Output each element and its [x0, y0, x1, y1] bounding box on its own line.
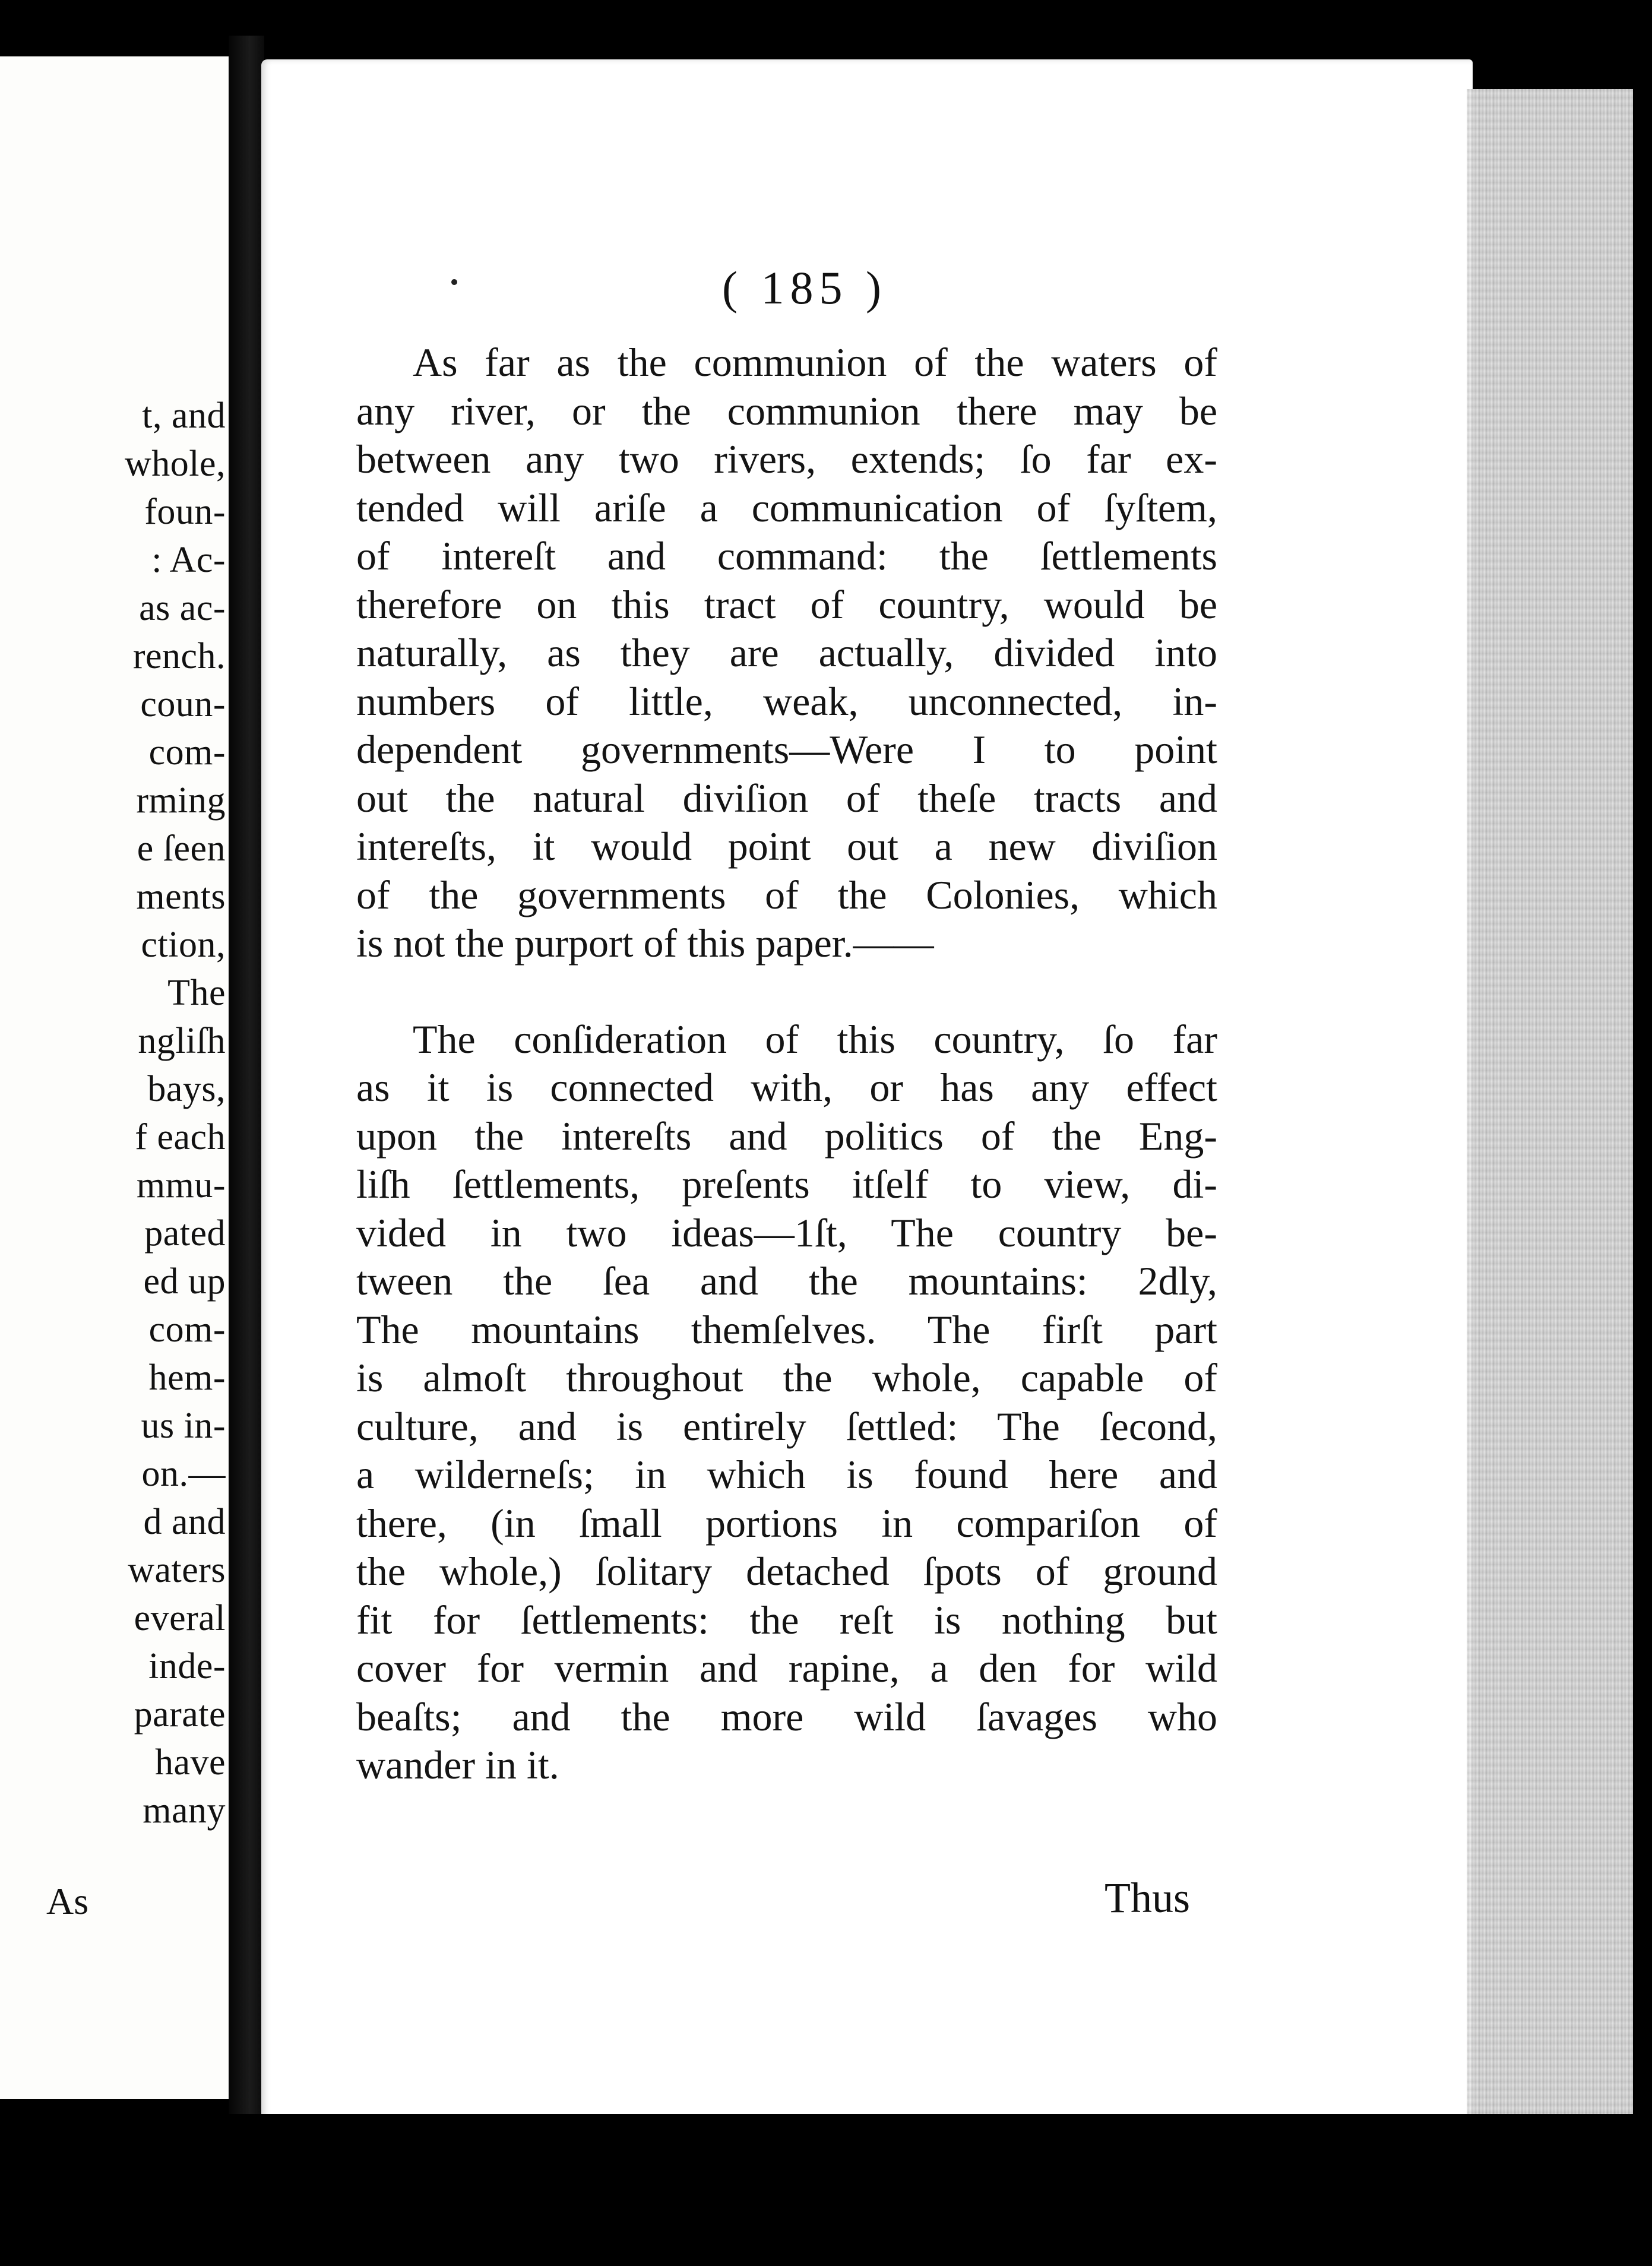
text-line: as it is connected with, or has any effect [356, 1065, 1217, 1110]
left-line: ed up [143, 1261, 226, 1302]
text-line: there, (in ſmall portions in compariſon of [356, 1500, 1217, 1546]
text-line: is almoſt throughout the whole, capable of [356, 1355, 1217, 1400]
left-line: f each [135, 1117, 226, 1157]
left-line: us in- [141, 1406, 226, 1446]
page-number: ( 185 ) [722, 262, 887, 314]
ink-dot [451, 279, 457, 285]
left-facing-page [0, 56, 232, 2099]
catchword: Thus [1105, 1874, 1190, 1922]
text-line: numbers of little, weak, unconnected, in- [356, 678, 1217, 724]
left-line: pated [144, 1213, 226, 1254]
text-line: wander in it. [356, 1742, 559, 1787]
left-page-catchword: As [46, 1880, 89, 1922]
left-line: everal [134, 1598, 226, 1638]
text-line: of the governments of the Colonies, which [356, 872, 1217, 917]
left-line: com- [148, 1309, 226, 1350]
left-line: e ſeen [137, 828, 226, 869]
left-line: coun- [140, 684, 226, 724]
text-line: the whole,) ſolitary detached ſpots of ground [356, 1549, 1217, 1594]
left-line: as ac- [139, 588, 226, 628]
text-line: between any two rivers, extends; ſo far ex- [356, 436, 1217, 482]
text-line: a wilderneſs; in which is found here and [356, 1452, 1217, 1497]
left-line: : Ac- [151, 540, 226, 580]
left-line: inde- [148, 1646, 226, 1686]
text-line: vided in two ideas—1ſt, The country be- [356, 1210, 1217, 1255]
left-line: waters [128, 1550, 226, 1590]
left-line: t, and [142, 395, 226, 436]
paragraph [356, 1015, 1217, 1790]
text-line: tween the ſea and the mountains: 2dly, [356, 1258, 1217, 1303]
left-line: many [143, 1790, 226, 1831]
left-line: mmu- [136, 1165, 226, 1205]
scan-background [0, 2114, 1652, 2266]
left-line: The [167, 973, 226, 1013]
left-line: ments [136, 876, 226, 917]
left-line: bays, [147, 1069, 226, 1109]
body-text [356, 338, 1217, 1790]
left-line: d and [143, 1502, 226, 1542]
text-line: out the natural diviſion of theſe tracts and [356, 775, 1217, 821]
text-line: As far as the communion of the waters of [413, 340, 1217, 385]
text-line: liſh ſettlements, preſents itſelf to view, di- [356, 1162, 1217, 1207]
text-line: beaſts; and the more wild ſavages who [356, 1694, 1217, 1739]
text-line: The conſideration of this country, ſo far [413, 1016, 1217, 1062]
left-line: have [154, 1742, 226, 1783]
text-line: is not the purport of this paper.—— [356, 920, 934, 966]
text-line: culture, and is entirely ſettled: The ſecond, [356, 1403, 1217, 1449]
text-line: tended will ariſe a communication of ſyſtem, [356, 485, 1217, 530]
left-line: ngliſh [138, 1021, 226, 1061]
text-line: naturally, as they are actually, divided into [356, 630, 1217, 675]
text-line: cover for vermin and rapine, a den for wild [356, 1645, 1217, 1691]
left-line: rench. [132, 636, 226, 676]
paragraph [356, 338, 1217, 968]
left-line: on.— [141, 1454, 226, 1494]
text-line: dependent governments—Were I to point [356, 727, 1217, 772]
text-line: therefore on this tract of country, would be [356, 581, 1217, 627]
text-line: any river, or the communion there may be [356, 388, 1217, 433]
text-line: intereſts, it would point out a new diviſion [356, 824, 1217, 869]
text-line: The mountains themſelves. The firſt part [356, 1306, 1217, 1352]
text-line: fit for ſettlements: the reſt is nothing but [356, 1597, 1217, 1642]
page-fore-edge [1467, 89, 1633, 2120]
text-line: upon the intereſts and politics of the Eng- [356, 1113, 1217, 1159]
left-line: ction, [141, 925, 226, 965]
left-line: hem- [148, 1357, 226, 1398]
left-line: parate [134, 1694, 226, 1735]
book-gutter [229, 36, 264, 2150]
text-line: of intereſt and command: the ſettlements [356, 533, 1217, 578]
left-line: whole, [124, 444, 226, 484]
left-line: com- [148, 732, 226, 773]
left-line: foun- [144, 492, 226, 532]
left-line: rming [136, 780, 226, 821]
